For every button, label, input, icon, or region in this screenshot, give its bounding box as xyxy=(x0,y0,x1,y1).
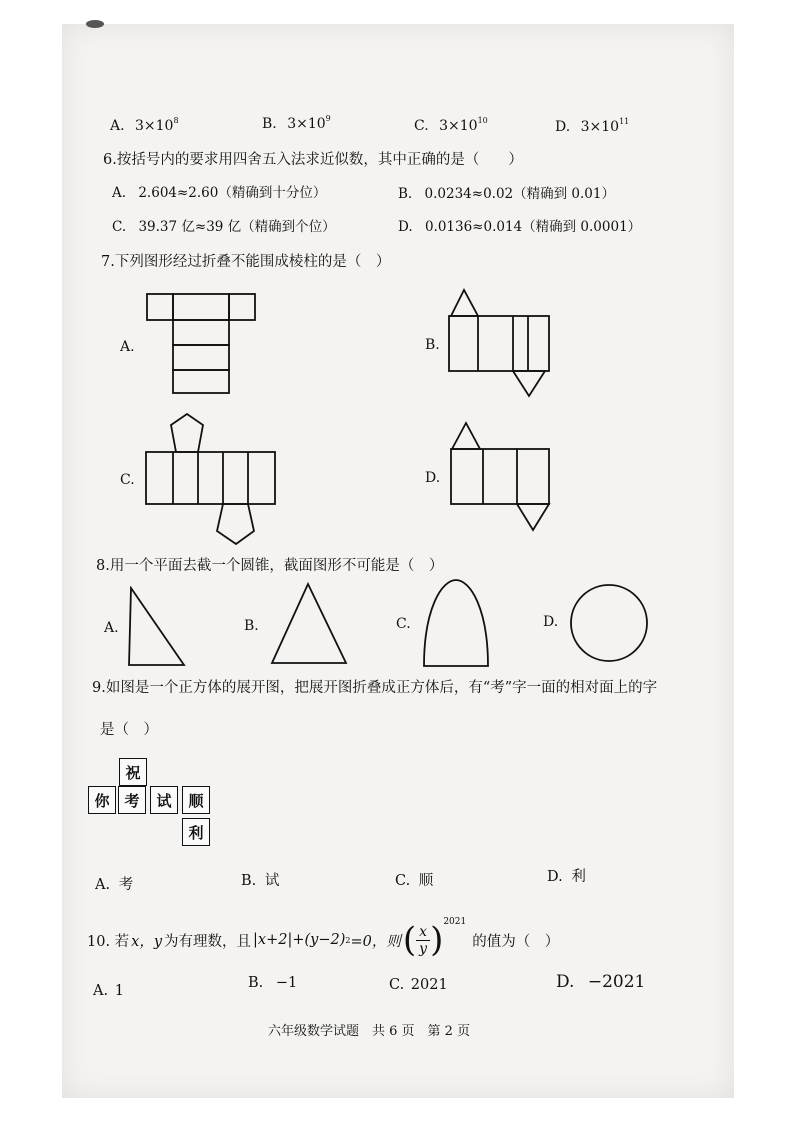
left-paren: ( xyxy=(402,920,417,960)
option-label: C. xyxy=(395,873,411,889)
q10-option-a xyxy=(93,983,124,999)
q7-net-c xyxy=(145,413,278,547)
cube-face-3: 试 xyxy=(150,786,178,814)
q10-prefix: 10. 若 xyxy=(87,933,130,950)
option-text: 0.0136≈0.014（精确到 0.0001） xyxy=(424,219,642,235)
page-footer: 六年级数学试题 共 6 页 第 2 页 xyxy=(268,1024,471,1039)
option-text: 利 xyxy=(571,869,586,885)
q9-option-d xyxy=(547,865,586,886)
q6-option-d xyxy=(398,215,641,235)
option-text: 试 xyxy=(264,873,280,889)
q10-option-c xyxy=(389,977,448,993)
option-exponent: 9 xyxy=(325,114,331,123)
option-exponent: 10 xyxy=(477,116,488,125)
q5-option-a xyxy=(110,116,179,134)
option-label: C. xyxy=(389,977,405,993)
net-d-figure xyxy=(449,421,553,533)
option-label: B. xyxy=(248,975,264,991)
option-label: B. xyxy=(398,186,413,202)
q10-vars: x，y xyxy=(131,933,163,950)
cube-face-4: 顺 xyxy=(182,786,210,814)
q10-square-exponent: 2 xyxy=(345,935,351,945)
option-label: D. xyxy=(398,219,413,235)
cube-face-bottom: 利 xyxy=(182,818,210,846)
q7-net-a xyxy=(146,293,258,395)
option-label: B. xyxy=(262,116,277,132)
q10-option-d xyxy=(556,972,645,992)
q7-label-c: C. xyxy=(120,472,135,488)
isosceles-triangle-shape xyxy=(270,582,350,666)
q10-mid: 为有理数，且 xyxy=(164,933,252,950)
option-text: 顺 xyxy=(418,873,434,889)
option-value: 3×10 xyxy=(135,118,174,134)
q8-shape-a-right-triangle xyxy=(126,586,188,668)
q10-equation-left: |x+2|+(y−2) xyxy=(253,932,346,948)
q5-option-b xyxy=(262,114,331,132)
option-exponent: 8 xyxy=(173,116,179,125)
q6-option-b xyxy=(398,182,615,202)
q8-shape-c-parabola xyxy=(420,578,492,670)
q9-option-c xyxy=(395,869,433,890)
fraction-denominator: y xyxy=(419,940,428,957)
q10-suffix: 的值为（ ） xyxy=(472,933,560,950)
q5-option-d xyxy=(555,117,629,135)
q6-option-c xyxy=(112,215,336,235)
cube-face-2: 考 xyxy=(118,786,146,814)
option-text: −2021 xyxy=(587,972,646,992)
q5-option-c xyxy=(414,116,488,134)
option-label: B. xyxy=(241,873,257,889)
option-label: A. xyxy=(112,185,127,201)
q7-label-a: A. xyxy=(120,339,135,355)
circle-shape xyxy=(568,582,650,664)
option-exponent: 11 xyxy=(619,117,630,126)
q8-label-a: A. xyxy=(104,620,119,636)
q10-equation-right: =0，则 xyxy=(350,933,401,950)
option-label: A. xyxy=(110,118,125,134)
q6-stem: 6.按括号内的要求用四舍五入法求近似数，其中正确的是（ ） xyxy=(103,152,523,168)
q9-stem-line2: 是（ ） xyxy=(100,722,158,738)
q7-label-d: D. xyxy=(425,470,441,486)
q8-shape-b-isosceles-triangle xyxy=(270,582,350,666)
net-b-figure xyxy=(447,287,552,399)
fraction-numerator: x xyxy=(416,924,430,941)
option-label: D. xyxy=(547,869,563,885)
option-label: D. xyxy=(556,972,575,992)
q10-power: 2021 xyxy=(443,917,467,927)
right-triangle-shape xyxy=(126,586,188,668)
option-text: 0.0234≈0.02（精确到 0.01） xyxy=(424,186,615,202)
q9-stem-line1: 9.如图是一个正方体的展开图，把展开图折叠成正方体后，有“考”字一面的相对面上的字 xyxy=(92,680,658,696)
option-value: 3×10 xyxy=(287,116,326,132)
option-text: 1 xyxy=(114,983,124,999)
option-text: 2021 xyxy=(410,977,448,993)
option-label: C. xyxy=(112,219,127,235)
option-text: 考 xyxy=(118,877,134,893)
option-label: A. xyxy=(93,983,109,999)
net-a-figure xyxy=(146,293,258,395)
net-c-figure xyxy=(145,413,278,547)
q7-net-b xyxy=(447,287,552,399)
q7-label-b: B. xyxy=(425,337,440,353)
option-label: A. xyxy=(95,877,111,893)
q10-option-b xyxy=(248,975,297,991)
option-value: 3×10 xyxy=(580,119,620,135)
option-text: 39.37 亿≈39 亿（精确到个位） xyxy=(138,219,336,235)
q9-option-b xyxy=(241,869,279,890)
scan-blot xyxy=(86,20,104,28)
option-label: C. xyxy=(414,118,429,134)
q8-label-c: C. xyxy=(396,616,411,632)
q6-option-a xyxy=(112,181,326,201)
q7-stem: 7.下列图形经过折叠不能围成棱柱的是（ ） xyxy=(101,254,391,270)
q8-stem: 8.用一个平面去截一个圆锥，截面图形不可能是（ ） xyxy=(96,558,444,574)
cube-face-top: 祝 xyxy=(119,758,147,786)
q8-label-b: B. xyxy=(244,618,259,634)
right-paren: ) xyxy=(430,920,444,960)
option-text: −1 xyxy=(275,975,298,991)
q9-option-a xyxy=(95,873,133,894)
option-label: D. xyxy=(555,119,571,135)
q10-fraction xyxy=(402,917,467,960)
parabola-section-shape xyxy=(420,578,492,670)
q8-shape-d-circle xyxy=(568,582,650,664)
q10-stem xyxy=(87,917,560,960)
q7-net-d xyxy=(449,421,553,533)
q8-label-d: D. xyxy=(543,614,559,630)
fraction-body xyxy=(416,924,430,957)
option-text: 2.604≈2.60（精确到十分位） xyxy=(138,185,327,201)
cube-face-1: 你 xyxy=(88,786,116,814)
option-value: 3×10 xyxy=(439,118,478,134)
